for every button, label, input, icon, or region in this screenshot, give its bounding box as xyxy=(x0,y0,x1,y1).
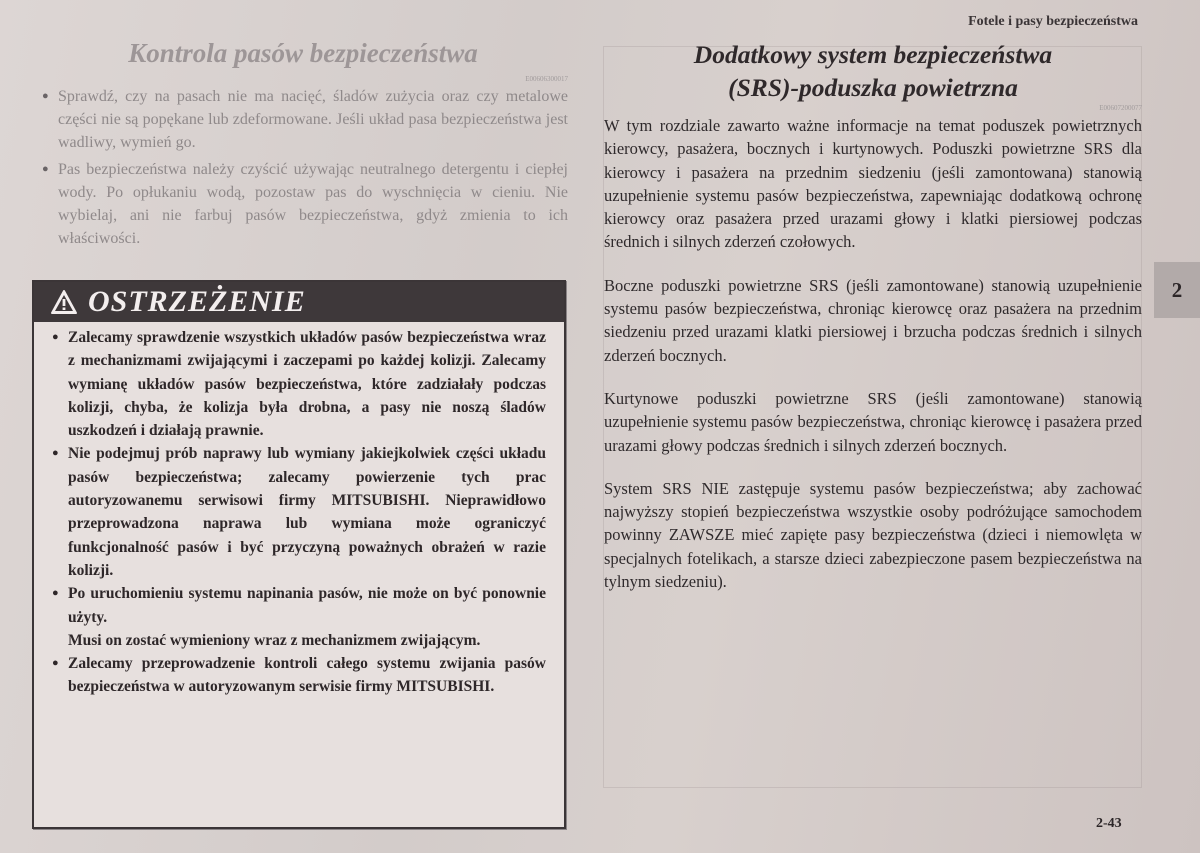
warning-box xyxy=(32,280,566,829)
list-item: ● Nie podejmuj prób naprawy lub wymiany jakiejkolwiek części układu pasów bezpieczeństwa; zalecamy powierzenie tych prac autoryzowanemu serwisowi firmy MITSUBISHI. Nieprawidłowo przeprowadzona naprawa lub wymiana może ograniczyć funkcjonalność pasów i być przyczyną poważnych obrażeń w razie kolizji. xyxy=(48,442,546,582)
list-item: ● Sprawdź, czy na pasach nie ma nacięć, śladów zużycia oraz czy metalowe części nie są popękane lub zdeformowane. Jeśli układ pasa bezpieczeństwa jest wadliwy, wymień go. xyxy=(38,85,568,154)
right-column xyxy=(604,38,1142,613)
warning-triangle-icon xyxy=(50,288,78,316)
list-item: ● Pas bezpieczeństwa należy czyścić używając neutralnego detergentu i ciepłej wody. Po opłukaniu wodą, pozostaw pas do wyschnięcia w cieniu. Nie wybielaj, ani nie farbuj pasów bezpieczeństwa, gdyż zmienia to ich właściwości. xyxy=(38,158,568,250)
section-code: E00607200077 xyxy=(1099,104,1142,112)
warning-body xyxy=(34,322,564,699)
paragraph: W tym rozdziale zawarto ważne informacje na temat poduszek powietrznych kierowcy, pasażera, bocznych i kurtynowych. Poduszki powietrzne SRS dla kierowcy i pasażera na przednim siedzeniu (jeśli zamontowana) stanowią uzupełnienie systemu pasów bezpieczeństwa, zapewniając dodatkową ochronę kierowcy oraz pasażera przed urazami głowy i klatki piersiowej podczas średnich i silnych zderzeń czołowych. xyxy=(604,116,1142,252)
running-header: Fotele i pasy bezpieczeństwa xyxy=(968,14,1138,29)
srs-title-line2: (SRS)-poduszka powietrzna xyxy=(728,73,1018,102)
paragraph: Boczne poduszki powietrzne SRS (jeśli zamontowane) stanowią uzupełnienie systemu pasów bezpieczeństwa, chroniąc kierowcę oraz pasażera na przednim siedzeniu przed urazami klatki piersiowej i brzucha podczas średnich i silnych zderzeń bocznych. xyxy=(604,275,1142,365)
list-item xyxy=(48,582,546,652)
paragraph: Kurtynowe poduszki powietrzne SRS (jeśli zamontowane) stanowią uzupełnienie systemu pasów bezpieczeństwa, chroniąc kierowcę i pasażera przed urazami głowy podczas średnich i silnych zderzeń bocznych. xyxy=(604,388,1142,455)
list-item-continuation: Musi on zostać wymieniony wraz z mechanizmem zwijającym. xyxy=(68,631,481,649)
page-number: 2-43 xyxy=(1096,816,1122,831)
warning-list xyxy=(48,326,546,699)
list-item: ● Zalecamy przeprowadzenie kontroli całego systemu zwijania pasów bezpieczeństwa w autoryzowanym serwisie firmy MITSUBISHI. xyxy=(48,652,546,699)
list-item-text: Po uruchomieniu systemu napinania pasów, nie może on być ponownie użyty. xyxy=(68,585,546,626)
srs-title-line1: Dodatkowy system bezpieczeństwa xyxy=(693,40,1053,69)
paragraph: System SRS NIE zastępuje systemu pasów bezpieczeństwa; aby zachować najwyższy stopień bezpieczeństwa wszystkie osoby podróżujące samochodem powinny ZAWSZE mieć zapięte pasy bezpieczeństwa (dzieci i niemowlęta w specjalnych fotelikach, a starsze dzieci zabezpieczone pasem bezpieczeństwa na tylnym siedzeniu). xyxy=(604,478,1142,592)
section-code: E00606300017 xyxy=(525,75,568,83)
left-column xyxy=(38,38,568,254)
warning-header xyxy=(34,282,564,322)
list-item: ● Zalecamy sprawdzenie wszystkich układów pasów bezpieczeństwa wraz z mechanizmami zwijającymi i zaczepami po każdej kolizji. Zalecamy wymianę układów pasów bezpieczeństwa, które zadziałały podczas kolizji, chyba, że kolizja była drobna, a pasy nie noszą śladów uszkodzeń i działają prawnie. xyxy=(48,326,546,442)
chapter-tab: 2 xyxy=(1154,262,1200,318)
seatbelt-check-title: Kontrola pasów bezpieczeństwa xyxy=(128,38,478,68)
seatbelt-check-list xyxy=(38,85,568,250)
warning-title: OSTRZEŻENIE xyxy=(88,285,306,318)
srs-title xyxy=(604,38,1142,104)
